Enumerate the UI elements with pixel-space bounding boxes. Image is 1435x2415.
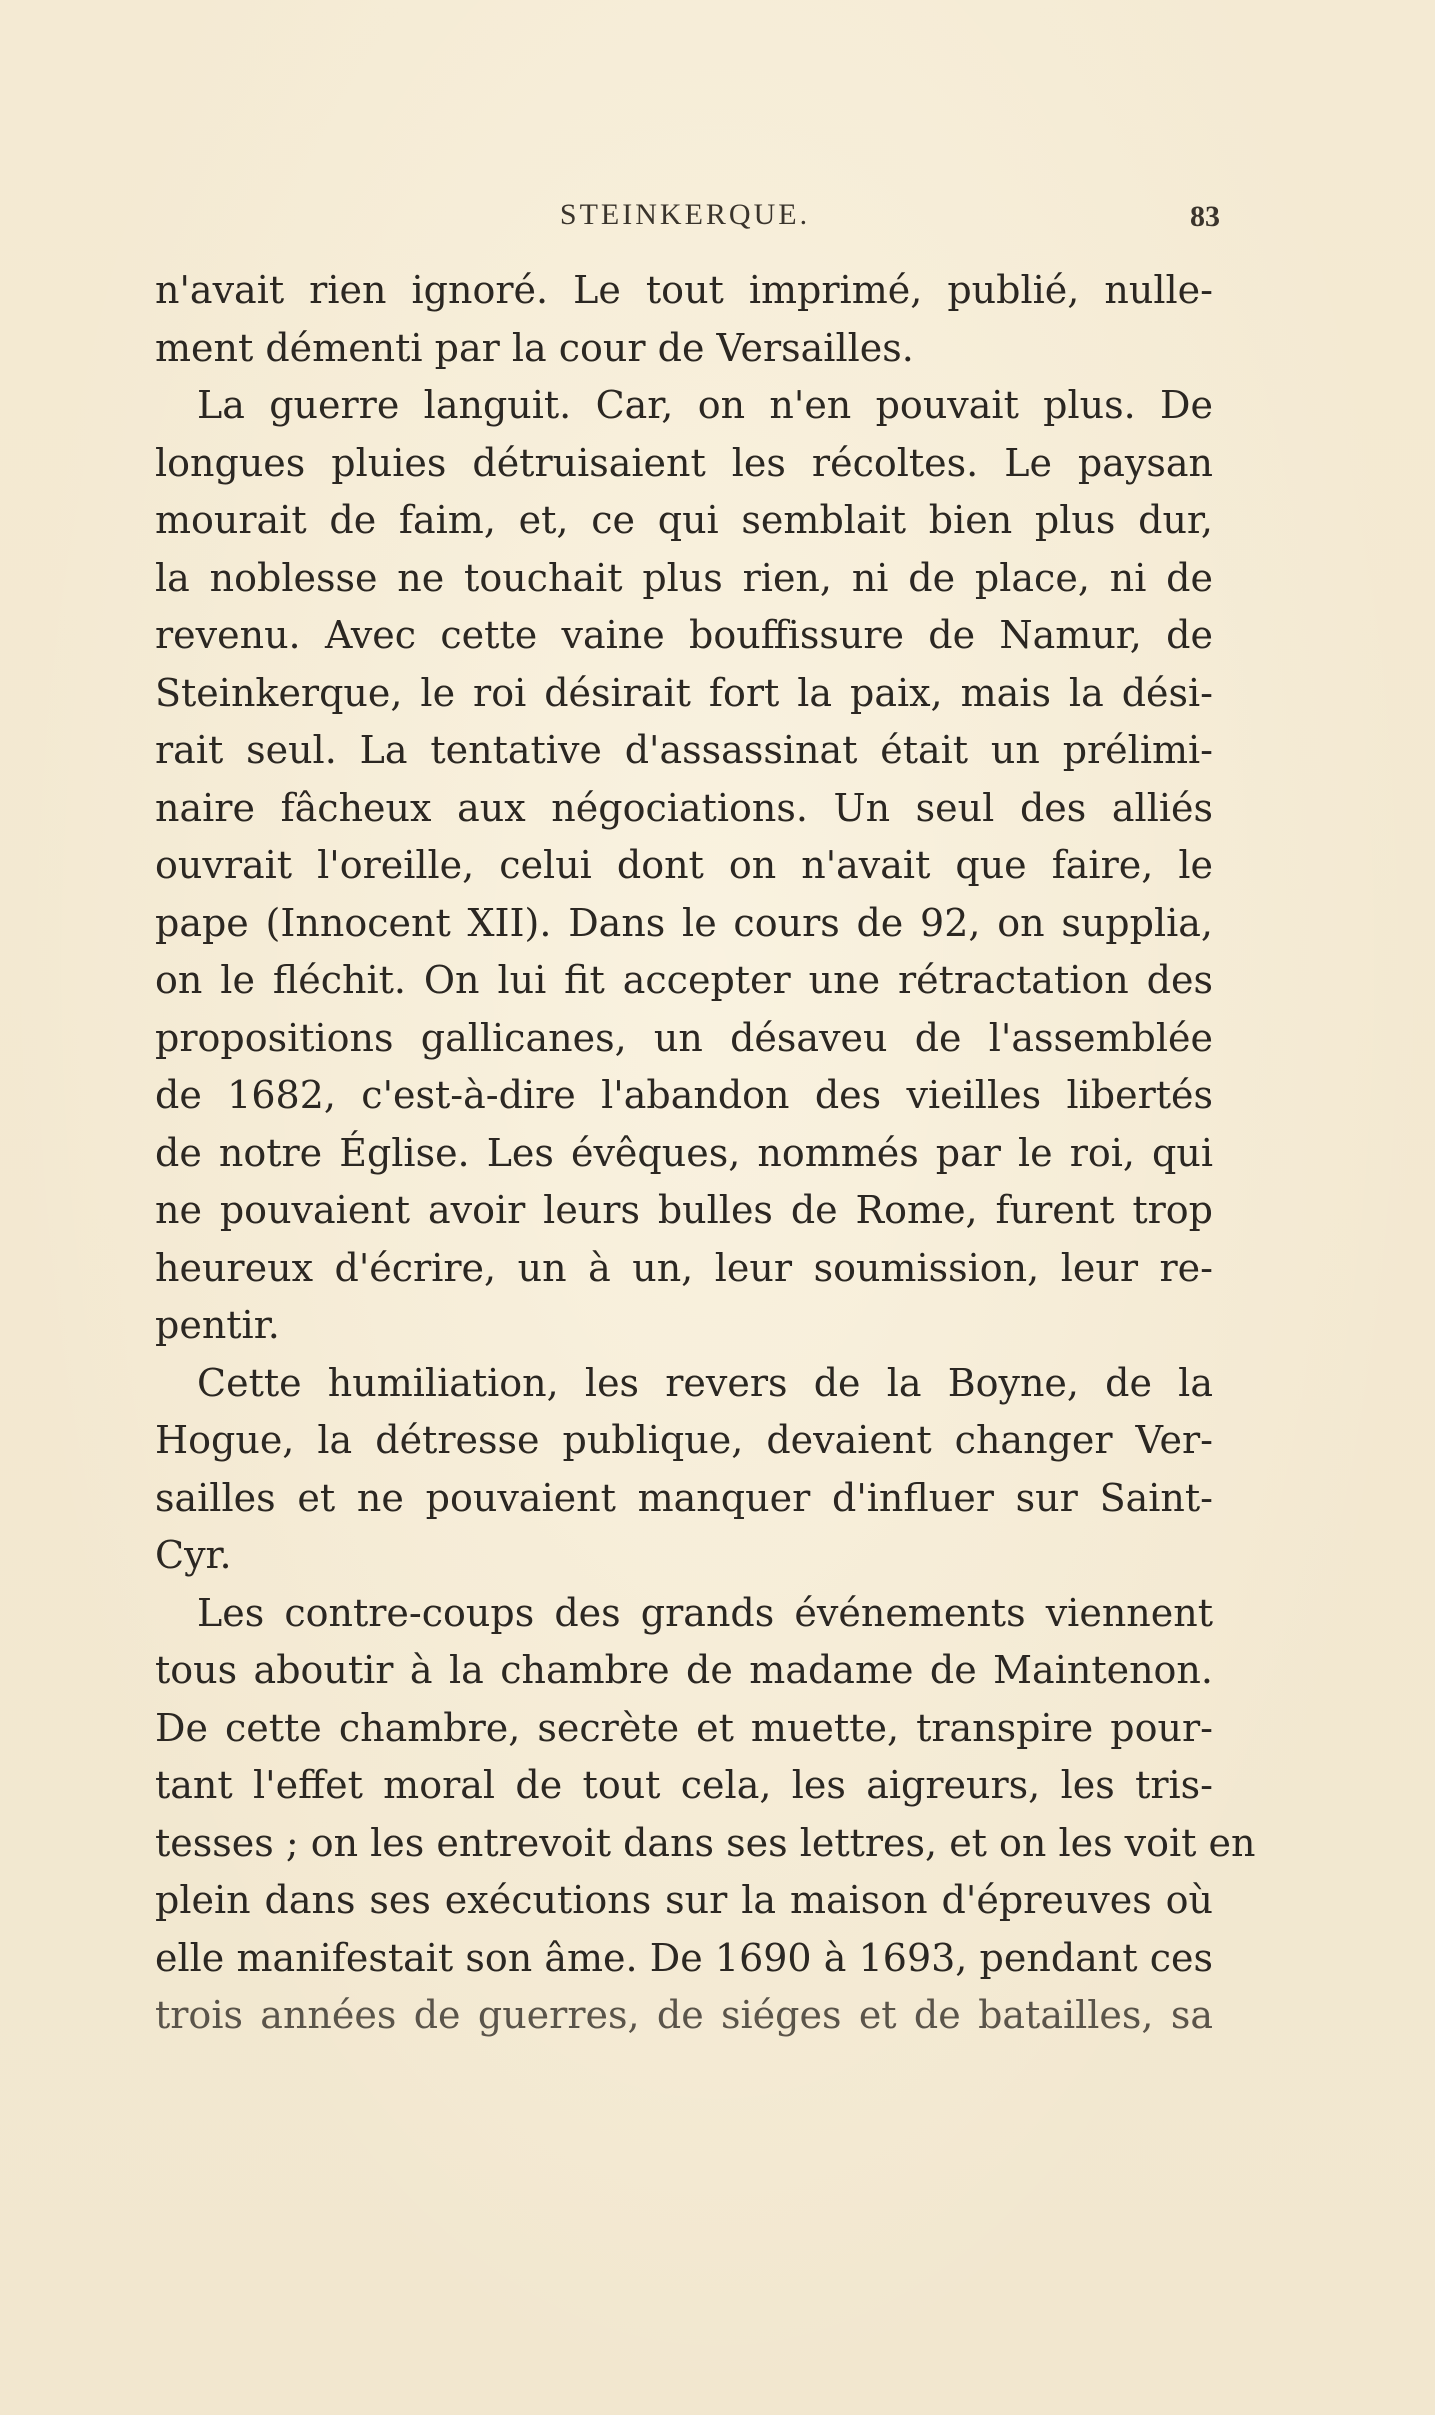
text-line: mourait de faim, et, ce qui semblait bien plus dur,: [155, 498, 1213, 542]
text-line: trois années de guerres, de siéges et de batailles, sa: [155, 1993, 1213, 2037]
text-line: elle manifestait son âme. De 1690 à 1693, pendant ces: [155, 1935, 1213, 1980]
text-line: pentir.: [155, 1303, 280, 1347]
text-line: De cette chambre, secrète et muette, transpire pour-: [155, 1705, 1213, 1750]
text-line: revenu. Avec cette vaine bouffissure de Namur, de: [155, 613, 1213, 657]
text-line: Cyr.: [155, 1533, 232, 1577]
text-line: n'avait rien ignoré. Le tout imprimé, publié, nulle-: [155, 268, 1213, 312]
text-line: ne pouvaient avoir leurs bulles de Rome, furent trop: [155, 1188, 1213, 1232]
text-line: tous aboutir à la chambre de madame de Maintenon.: [155, 1648, 1213, 1692]
text-line: de notre Église. Les évêques, nommés par le roi, qui: [155, 1130, 1213, 1175]
text-line: la noblesse ne touchait plus rien, ni de place, ni de: [155, 555, 1213, 600]
page-number: 83: [1190, 200, 1220, 233]
text-line: rait seul. La tentative d'assassinat était un prélimi-: [155, 728, 1213, 772]
text-line: ment démenti par la cour de Versailles.: [155, 325, 914, 370]
text-line: sailles et ne pouvaient manquer d'influer sur Saint-: [155, 1475, 1213, 1520]
text-line: longues pluies détruisaient les récoltes. Le paysan: [155, 440, 1213, 485]
text-line: pape (Innocent XII). Dans le cours de 92, on supplia,: [155, 900, 1213, 945]
text-line: La guerre languit. Car, on n'en pouvait plus. De: [197, 383, 1213, 427]
text-line: naire fâcheux aux négociations. Un seul des alliés: [155, 785, 1213, 830]
text-line: tant l'effet moral de tout cela, les aigreurs, les tris-: [155, 1763, 1213, 1807]
text-line: Cette humiliation, les revers de la Boyne, de la: [197, 1360, 1213, 1405]
text-line: Steinkerque, le roi désirait fort la paix, mais la dési-: [155, 670, 1213, 715]
text-line: Les contre-coups des grands événements viennent: [197, 1590, 1213, 1635]
text-line: ouvrait l'oreille, celui dont on n'avait que faire, le: [155, 843, 1213, 887]
text-line: on le fléchit. On lui fit accepter une rétractation des: [155, 958, 1213, 1002]
body-text: [155, 262, 1256, 2045]
text-line: propositions gallicanes, un désaveu de l'assemblée: [155, 1015, 1213, 1060]
running-title: STEINKERQUE.: [559, 198, 811, 231]
text-line: heureux d'écrire, un à un, leur soumission, leur re-: [155, 1245, 1213, 1290]
text-line: Hogue, la détresse publique, devaient changer Ver-: [155, 1418, 1213, 1462]
text-line: de 1682, c'est-à-dire l'abandon des vieilles libertés: [155, 1073, 1213, 1117]
running-head: [150, 198, 1220, 238]
text-line: plein dans ses exécutions sur la maison d'épreuves où: [155, 1878, 1213, 1922]
text-line: tesses ; on les entrevoit dans ses lettres, et on les voit en: [155, 1820, 1256, 1865]
